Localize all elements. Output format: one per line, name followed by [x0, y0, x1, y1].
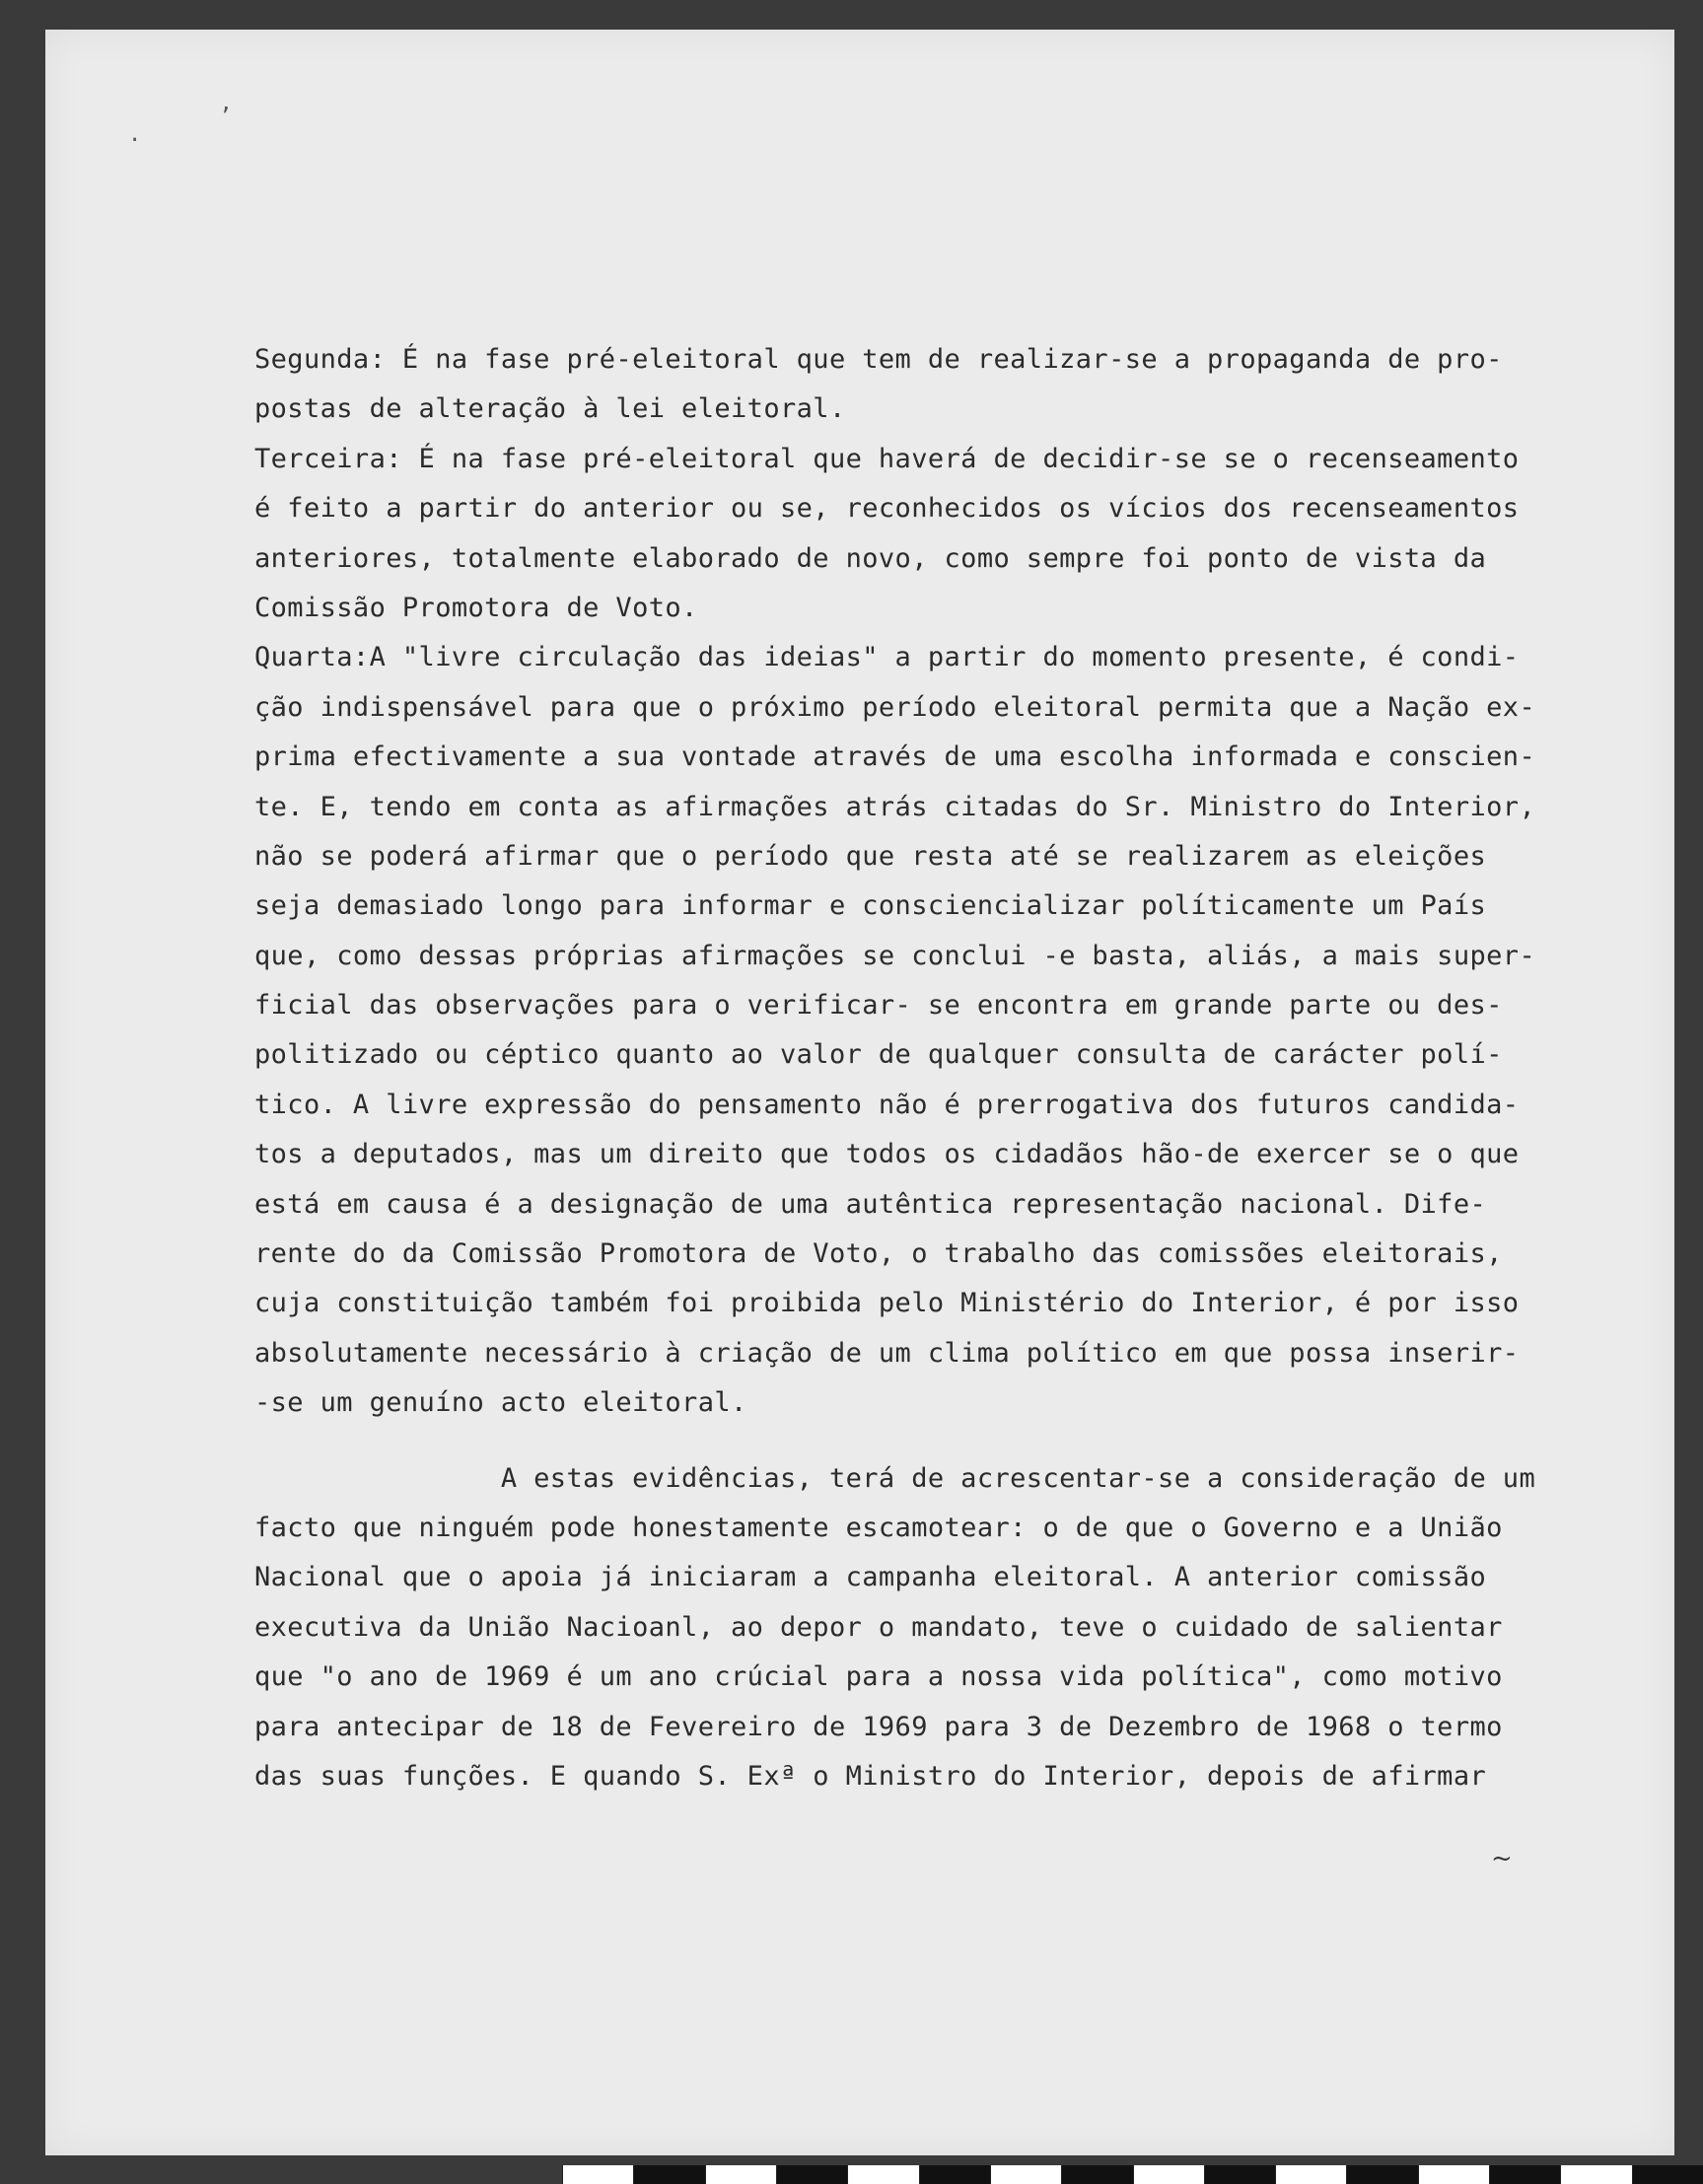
speck-mark: · [128, 128, 142, 153]
handwritten-mark: ~ [1491, 1844, 1513, 1873]
text-line: é feito a partir do anterior ou se, reconhecidos os vícios dos recenseamentos [254, 493, 1520, 525]
text-line: Terceira: É na fase pré-eleitoral que haverá de decidir-se se o recenseamento [254, 443, 1520, 474]
text-line: tos a deputados, mas um direito que todos os cidadãos hão-de exercer se o que [254, 1139, 1520, 1170]
speck-mark: ’ [219, 105, 233, 129]
text-line: postas de alteração à lei eleitoral. [254, 393, 846, 425]
text-line: Comissão Promotora de Voto. [254, 592, 698, 623]
paragraph-gap [254, 1429, 1605, 1454]
text-line: para antecipar de 18 de Fevereiro de 1969 para 3 de Dezembro de 1968 o termo [254, 1711, 1503, 1742]
text-line: absolutamente necessário à criação de um clima político em que possa inserir- [254, 1337, 1520, 1369]
text-line: prima efectivamente a sua vontade através de uma escolha informada e conscien- [254, 741, 1536, 773]
scale-bar [562, 2165, 1703, 2184]
text-line: rente do da Comissão Promotora de Voto, o trabalho das comissões eleitorais, [254, 1238, 1503, 1270]
text-line: ficial das observações para o verificar- se encontra em grande parte ou des- [254, 990, 1503, 1022]
text-line: ção indispensável para que o próximo período eleitoral permita que a Nação ex- [254, 691, 1536, 723]
text-line: Nacional que o apoia já iniciaram a campanha eleitoral. A anterior comissão [254, 1562, 1487, 1593]
text-line: A estas evidências, terá de acrescentar-se a consideração de um [254, 1462, 1536, 1494]
text-line: das suas funções. E quando S. Exª o Ministro do Interior, depois de afirmar [254, 1760, 1487, 1792]
text-line: politizado ou céptico quanto ao valor de qualquer consulta de carácter polí- [254, 1039, 1503, 1071]
text-line: executiva da União Nacioanl, ao depor o mandato, teve o cuidado de salientar [254, 1611, 1503, 1643]
text-line: que "o ano de 1969 é um ano crúcial para a nossa vida política", como motivo [254, 1661, 1503, 1693]
text-line: facto que ninguém pode honestamente escamotear: o de que o Governo e a União [254, 1512, 1503, 1543]
text-line: -se um genuíno acto eleitoral. [254, 1387, 747, 1419]
text-line: tico. A livre expressão do pensamento não é prerrogativa dos futuros candida- [254, 1089, 1520, 1120]
text-line: Quarta:A "livre circulação das ideias" a partir do momento presente, é condi- [254, 642, 1520, 673]
text-line: não se poderá afirmar que o período que resta até se realizarem as eleições [254, 840, 1487, 872]
text-line: que, como dessas próprias afirmações se conclui -e basta, aliás, a mais super- [254, 940, 1536, 971]
text-line: anteriores, totalmente elaborado de novo, como sempre foi ponto de vista da [254, 542, 1487, 574]
text-line: te. E, tendo em conta as afirmações atrás citadas do Sr. Ministro do Interior, [254, 791, 1536, 822]
text-line: seja demasiado longo para informar e consciencializar políticamente um País [254, 890, 1487, 922]
text-line: Segunda: É na fase pré-eleitoral que tem de realizar-se a propaganda de pro- [254, 344, 1503, 375]
document-body [254, 335, 1605, 1801]
text-line: cuja constituição também foi proibida pelo Ministério do Interior, é por isso [254, 1288, 1520, 1319]
text-line: está em causa é a designação de uma autêntica representação nacional. Dife- [254, 1188, 1487, 1220]
